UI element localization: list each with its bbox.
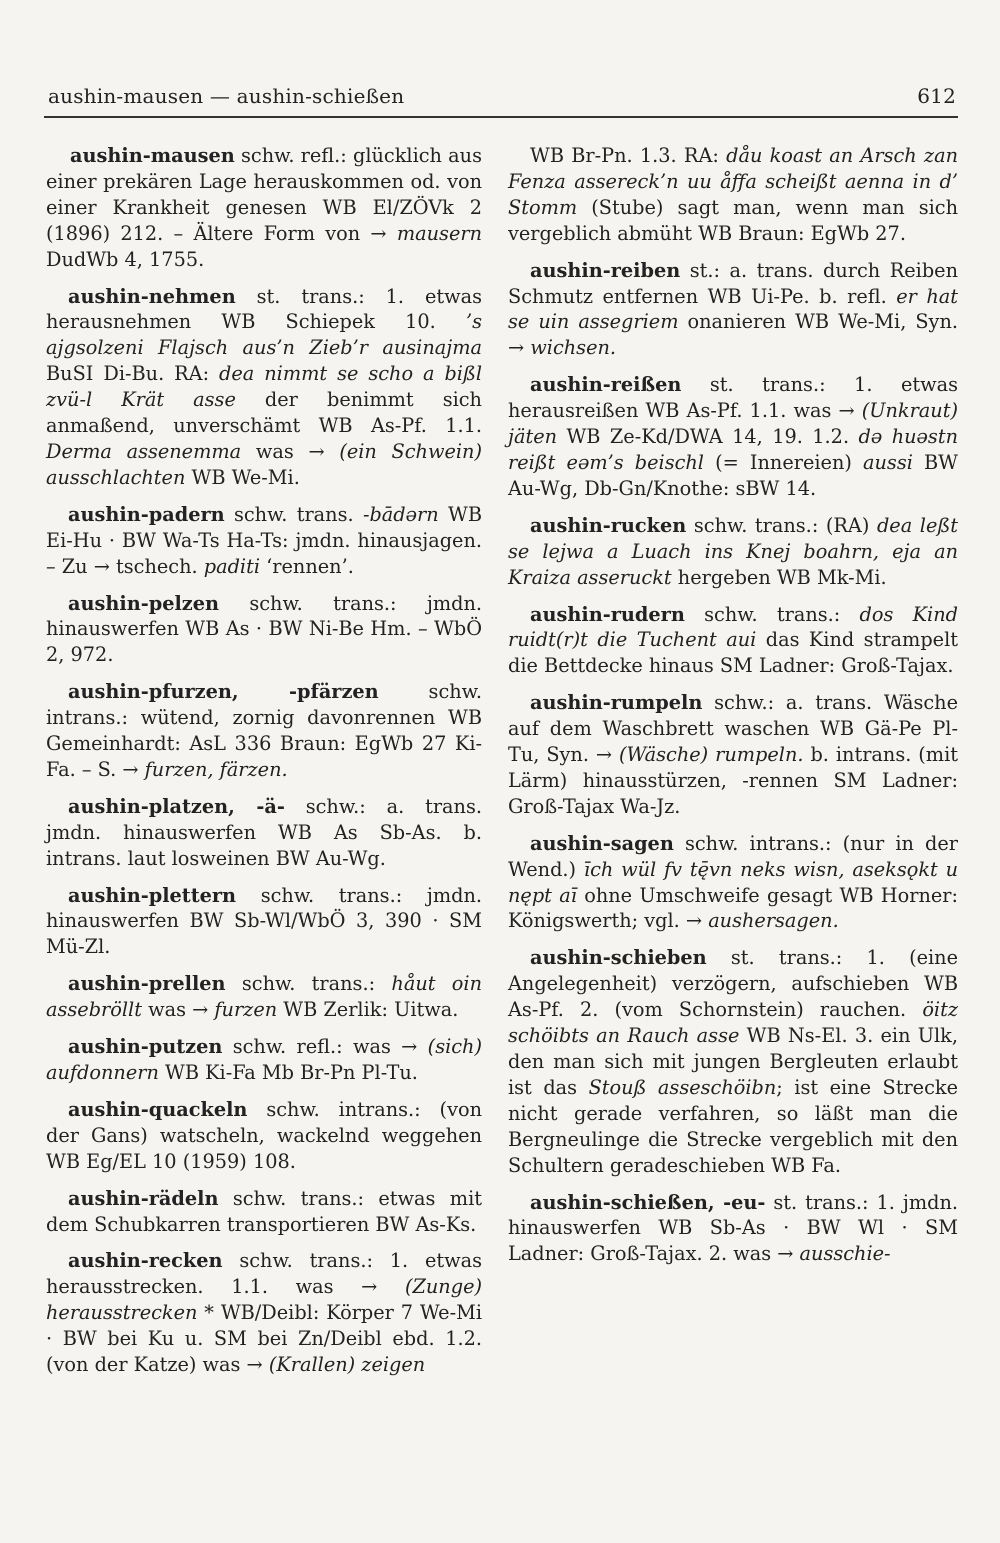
entry-headword: aushin-padern <box>68 502 225 526</box>
entry-headword: aushin-schieben <box>530 946 707 970</box>
entry-text: schw. trans.: etwas mit dem Schubkarren transportieren BW As-Ks. <box>46 1186 482 1236</box>
entry-text: schw. trans. <box>224 502 363 526</box>
entry-text: was → <box>141 998 215 1022</box>
entry-text: schw. intrans.: (von der Gans) watscheln, wackelnd weggehen WB Eg/EL 10 (1959) 108. <box>46 1097 482 1173</box>
dictionary-entry <box>508 602 958 680</box>
entry-headword: aushin-prellen <box>68 972 226 996</box>
entry-italic-text: mausern <box>396 221 482 245</box>
entry-text: WB Br-Pn. 1.3. RA: <box>530 144 727 167</box>
entry-italic-text: furzen, färzen. <box>144 757 288 781</box>
entry-headword: aushin-quackeln <box>68 1097 248 1121</box>
entry-text: schw.: a. trans. Wäsche auf dem Waschbrett waschen WB Gä-Pe Pl-Tu, Syn. → <box>508 691 958 767</box>
entry-text: st. trans.: 1. etwas herausreißen WB As-Pf. 1.1. was → <box>508 373 958 423</box>
dictionary-entry <box>46 284 482 491</box>
entry-italic-text: dea leßt se lejwa a Luach ins Knej boahrn, eja an Kraiza asseruckt <box>508 513 958 589</box>
entry-text: WB Ei-Hu · BW Wa-Ts Ha-Ts: jmdn. hinausjagen. – Zu → tschech. <box>46 502 482 578</box>
entry-headword: aushin-rudern <box>530 602 685 626</box>
entry-headword: aushin-schießen, -eu- <box>530 1190 766 1214</box>
entry-italic-text: håut oin assebröllt <box>46 972 482 1022</box>
entry-text: das Kind strampelt die Bettdecke hinaus SM Ladner: Groß-Tajax. <box>508 628 958 678</box>
dictionary-entry <box>46 143 482 273</box>
entry-headword: aushin-rucken <box>530 513 687 537</box>
dictionary-entry <box>508 258 958 362</box>
entry-italic-text: (sich) aufdonnern <box>46 1035 482 1084</box>
left-column <box>46 143 482 1389</box>
entry-headword: aushin-mausen <box>70 144 235 167</box>
entry-headword: aushin-pelzen <box>68 591 220 615</box>
entry-text: schw. trans.: jmdn. hinauswerfen WB As · BW Ni-Be Hm. – WbÖ 2, 972. <box>46 591 482 667</box>
entry-italic-text: paditi <box>203 554 261 578</box>
dictionary-entry <box>46 679 482 783</box>
entry-text: ; ist eine Strecke nicht gerade verfahren, so läßt man die Bergneulinge die Strecke vergeblich mit den Schultern geradeschieben WB Fa. <box>508 1075 958 1177</box>
entry-text: schw. refl.: glücklich aus einer prekären Lage herauskommen od. von einer Krankheit genesen WB El/ZÖVk 2 (1896) 212. – Ältere Form von → <box>46 144 482 245</box>
dictionary-entry <box>508 372 958 502</box>
entry-text: (= Innereien) <box>703 450 864 474</box>
entry-text: st.: a. trans. durch Reiben Schmutz entfernen WB Ui-Pe. b. refl. <box>508 258 958 308</box>
entry-italic-text: aussi <box>863 450 913 474</box>
entry-italic-text: (Wäsche) rumpeln. <box>619 743 804 767</box>
entry-text: schw. trans.: (RA) <box>686 513 877 537</box>
entry-text: WB We-Mi. <box>185 465 300 489</box>
dictionary-entry <box>46 502 482 580</box>
dictionary-entry <box>508 945 958 1178</box>
entry-headword: aushin-rumpeln <box>530 691 703 715</box>
entry-text: DudWb 4, 1755. <box>46 247 205 271</box>
entry-text: schw. trans.: <box>225 972 392 996</box>
right-column <box>508 143 958 1278</box>
entry-italic-text: (Zunge) herausstrecken <box>46 1275 482 1325</box>
entry-text: schw. trans.: <box>684 602 860 626</box>
dictionary-entry <box>46 794 482 872</box>
entry-italic-text: dåu koast an Arsch zan Fenza assereck’n uu åffa scheißt aenna in d’ Stomm <box>508 144 958 219</box>
entry-text: b. intrans. (mit Lärm) hinausstürzen, -rennen SM Ladner: Groß-Tajax Wa-Jz. <box>508 743 958 818</box>
entry-italic-text: (ein Schwein) ausschlachten <box>46 439 482 489</box>
entry-italic-text: wichsen. <box>530 336 617 360</box>
entry-italic-text: də huəstn reißt eəm’s beischl <box>508 425 958 474</box>
dictionary-entry <box>46 883 482 961</box>
entry-headword: aushin-reiben <box>530 258 681 282</box>
entry-text: (Stube) sagt man, wenn man sich vergeblich abmüht WB Braun: EgWb 27. <box>508 195 958 245</box>
entry-text: WB Zerlik: Uitwa. <box>277 998 459 1022</box>
entry-text: ohne Umschweife gesagt WB Horner: Königswerth; vgl. → <box>508 883 958 933</box>
entry-text: schw. intrans.: (nur in der Wend.) <box>508 831 958 881</box>
entry-text: WB Ze-Kd/DWA 14, 19. 1.2. <box>557 425 859 449</box>
entry-text: schw.: a. trans. jmdn. hinauswerfen WB As Sb-As. b. intrans. laut losweinen BW Au-Wg. <box>46 794 482 870</box>
entry-text: BuSI Di-Bu. RA: <box>46 362 220 386</box>
entry-text: schw. intrans.: wütend, zornig davonrennen WB Gemeinhardt: AsL 336 Braun: EgWb 27 Ki-Fa. – S. → <box>46 680 482 781</box>
entry-headword: aushin-platzen, -ä- <box>68 794 285 818</box>
page-number: 612 <box>917 84 956 108</box>
entry-text: schw. refl.: was → <box>222 1035 428 1059</box>
entry-italic-text: Derma assenemma <box>46 439 242 463</box>
entry-text: was → <box>241 439 340 463</box>
entry-text: ‘rennen’. <box>260 554 354 578</box>
entry-text: schw. trans.: jmdn. hinauswerfen BW Sb-Wl/WbÖ 3, 390 · SM Mü-Zl. <box>46 883 482 959</box>
entry-text: BW Au-Wg, Db-Gn/Knothe: sBW 14. <box>508 450 958 500</box>
entry-text: st. trans.: 1. jmdn. hinauswerfen WB Sb-As · BW Wl · SM Ladner: Groß-Tajax. 2. was → <box>508 1190 958 1266</box>
entry-headword: aushin-rädeln <box>68 1186 219 1210</box>
dictionary-entry <box>46 1097 482 1175</box>
entry-text: st. trans.: 1. etwas herausnehmen WB Schiepek 10. <box>46 284 482 334</box>
entry-text: onanieren WB We-Mi, Syn. → <box>508 310 958 360</box>
entry-italic-text: ausschie- <box>799 1242 891 1266</box>
entry-italic-text: (Unkraut) jäten <box>508 399 958 449</box>
running-head <box>44 80 958 118</box>
entry-italic-text: dea nimmt se scho a bißl zvü-l Krät asse <box>46 362 482 412</box>
entry-headword: aushin-putzen <box>68 1035 223 1059</box>
entry-italic-text: er hat se uin assegriem <box>508 284 958 334</box>
dictionary-entry <box>46 1186 482 1238</box>
dictionary-entry <box>46 971 482 1023</box>
entry-text: * WB/Deibl: Körper 7 We-Mi · BW bei Ku u. SM bei Zn/Deibl ebd. 1.2. (von der Katze) was → <box>46 1301 482 1377</box>
entry-italic-text: dos Kind ruidt(r)t die Tuchent aui <box>508 602 958 652</box>
entry-headword: aushin-sagen <box>530 831 674 855</box>
entry-headword: aushin-reißen <box>530 373 682 397</box>
entry-headword: aushin-plettern <box>68 883 237 907</box>
dictionary-entry <box>508 1190 958 1268</box>
entry-text: schw. trans.: 1. etwas herausstrecken. 1.1. was → <box>46 1249 482 1299</box>
running-head-title: aushin-mausen — aushin-schießen <box>48 84 405 108</box>
dictionary-entry <box>508 831 958 935</box>
entry-italic-text: Stouß asseschöibn <box>588 1075 777 1099</box>
entry-text: WB Ki-Fa Mb Br-Pn Pl-Tu. <box>158 1061 418 1084</box>
dictionary-entry <box>46 1248 482 1378</box>
entry-headword: aushin-nehmen <box>68 284 236 308</box>
entry-italic-text: ’s ajgsolzeni Flajsch aus’n Zieb’r ausinajma <box>46 310 482 360</box>
dictionary-entry <box>508 513 958 591</box>
entry-italic-text: aushersagen. <box>708 909 839 933</box>
dictionary-entry <box>508 690 958 820</box>
entry-text: WB Ns-El. 3. ein Ulk, den man sich mit jungen Bergleuten erlaubt ist das <box>508 1024 958 1099</box>
entry-headword: aushin-pfurzen, -pfärzen <box>68 680 379 704</box>
entry-headword: aushin-recken <box>68 1249 223 1273</box>
entry-text: st. trans.: 1. (eine Angelegenheit) verzögern, aufschieben WB As-Pf. 2. (vom Schornstein) rauchen. <box>508 946 958 1022</box>
entry-italic-text: (Krallen) zeigen <box>268 1353 426 1377</box>
entry-italic-text: öitz schöibts an Rauch asse <box>508 998 958 1048</box>
entry-text: hergeben WB Mk-Mi. <box>671 565 887 589</box>
dictionary-entry <box>508 143 958 247</box>
entry-italic-text: -bādərn <box>362 502 439 526</box>
entry-text: der benimmt sich anmaßend, unverschämt WB As-Pf. 1.1. <box>46 388 482 438</box>
entry-italic-text: furzen <box>214 998 278 1022</box>
entry-italic-text: īch wül fv tę̄vn neks wisn, aseksǫkt u nępt aī <box>508 857 959 907</box>
dictionary-entry <box>46 591 482 669</box>
dictionary-entry <box>46 1034 482 1086</box>
